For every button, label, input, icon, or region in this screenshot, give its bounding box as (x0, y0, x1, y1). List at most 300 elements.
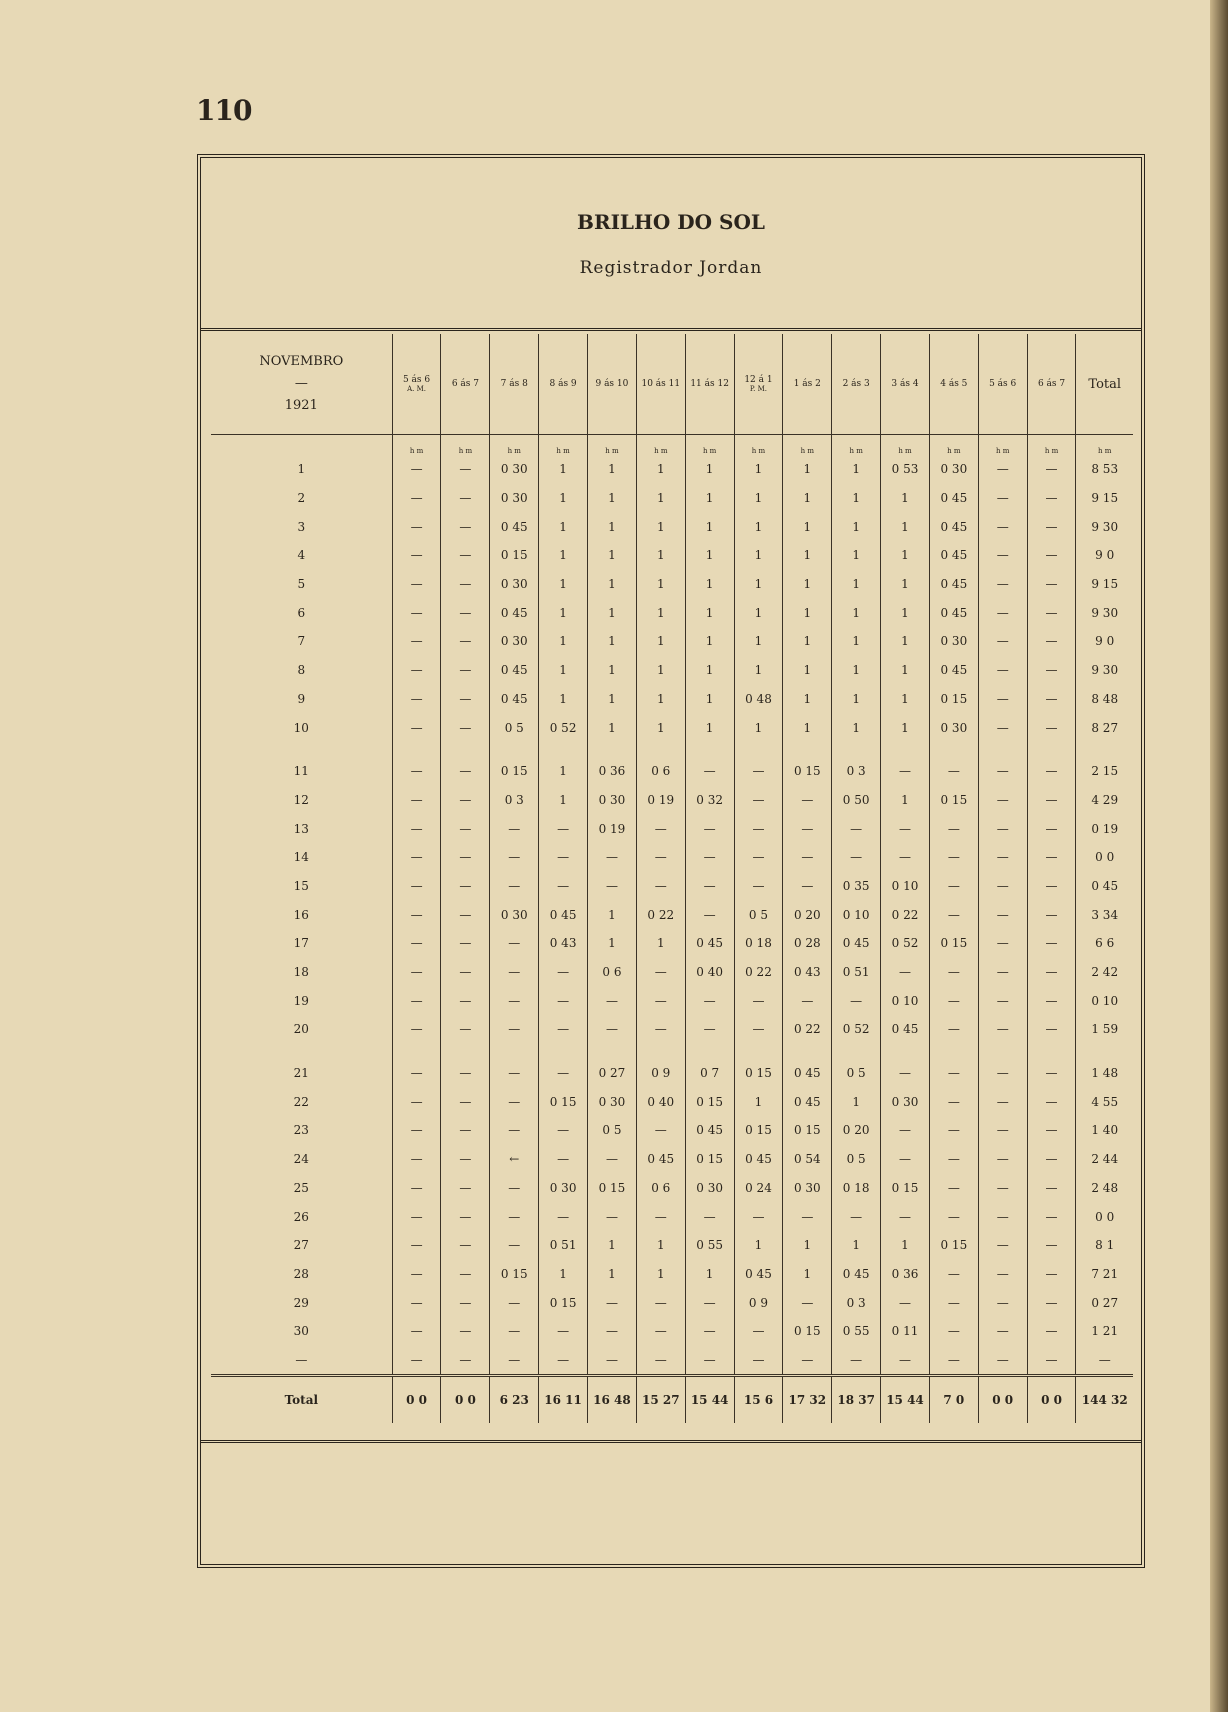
value-cell: — (929, 958, 978, 987)
gap-cell (211, 1044, 392, 1059)
value-cell: — (490, 1174, 539, 1203)
total-cell: 15 44 (685, 1376, 734, 1424)
value-cell: 1 (832, 541, 881, 570)
total-cell: 15 44 (881, 1376, 930, 1424)
value-cell: — (1027, 484, 1076, 513)
value-cell: 1 (734, 484, 783, 513)
hour-column-header (588, 334, 637, 435)
value-cell: 0 30 (685, 1174, 734, 1203)
hour-column-label: 2 ás 3 (842, 379, 870, 389)
value-cell: 0 22 (734, 958, 783, 987)
value-cell: 1 (783, 1260, 832, 1289)
value-cell: 1 (881, 598, 930, 627)
units-row (211, 435, 1133, 456)
value-cell: — (588, 986, 637, 1015)
table-row (211, 685, 1133, 714)
value-cell: — (539, 872, 588, 901)
value-cell: 1 (832, 1231, 881, 1260)
value-cell: 0 30 (929, 455, 978, 484)
value-cell: 0 45 (783, 1087, 832, 1116)
value-cell: — (441, 958, 490, 987)
value-cell: 0 7 (685, 1059, 734, 1088)
value-cell: 0 45 (929, 484, 978, 513)
unit-label: h m (978, 435, 1027, 456)
value-cell: 0 51 (539, 1231, 588, 1260)
value-cell: 1 (636, 627, 685, 656)
value-cell: 1 (734, 627, 783, 656)
table-row (211, 627, 1133, 656)
value-cell: — (539, 1015, 588, 1044)
hour-column-label: 6 ás 7 (451, 379, 479, 389)
value-cell: — (636, 1202, 685, 1231)
value-cell: — (441, 757, 490, 786)
value-cell: — (783, 786, 832, 815)
value-cell: 1 (783, 627, 832, 656)
value-cell: — (441, 1317, 490, 1346)
value-cell: — (490, 843, 539, 872)
value-cell: 0 15 (490, 1260, 539, 1289)
value-cell: 0 45 (490, 685, 539, 714)
value-cell: 0 55 (832, 1317, 881, 1346)
value-cell: — (636, 1288, 685, 1317)
value-cell: 0 45 (929, 512, 978, 541)
gap-cell (441, 1044, 490, 1059)
row-total-cell: 9 15 (1076, 484, 1133, 513)
gap-cell (588, 742, 637, 757)
value-cell: 0 20 (832, 1116, 881, 1145)
value-cell: 1 (588, 598, 637, 627)
value-cell: — (929, 872, 978, 901)
hour-column-label: 5 ás 6 (989, 379, 1017, 389)
value-cell: — (881, 1145, 930, 1174)
hour-column-header (539, 334, 588, 435)
value-cell: — (392, 570, 441, 599)
bottom-rule (201, 1440, 1141, 1446)
value-cell: — (929, 1059, 978, 1088)
value-cell: 1 (685, 713, 734, 742)
unit-label: h m (881, 435, 930, 456)
value-cell: 1 (832, 512, 881, 541)
value-cell: — (1027, 1059, 1076, 1088)
value-cell: 1 (832, 656, 881, 685)
value-cell: — (441, 1288, 490, 1317)
day-cell: 18 (293, 965, 309, 980)
value-cell: — (929, 814, 978, 843)
value-cell: — (490, 958, 539, 987)
value-cell: 0 45 (832, 929, 881, 958)
row-total-cell: 2 42 (1076, 958, 1133, 987)
value-cell: 0 15 (734, 1116, 783, 1145)
value-cell: — (392, 685, 441, 714)
day-cell: 2 (297, 491, 306, 506)
row-total-cell: 0 19 (1076, 814, 1133, 843)
value-cell: — (832, 1202, 881, 1231)
value-cell: — (636, 843, 685, 872)
hour-column-header (978, 334, 1027, 435)
row-total-cell: 4 55 (1076, 1087, 1133, 1116)
value-cell: 0 3 (490, 786, 539, 815)
table-row (211, 814, 1133, 843)
value-cell: — (636, 1317, 685, 1346)
gap-cell (1027, 742, 1076, 757)
value-cell: 1 (636, 484, 685, 513)
value-cell: — (978, 598, 1027, 627)
value-cell: 0 15 (539, 1087, 588, 1116)
value-cell: — (1027, 1145, 1076, 1174)
value-cell: — (881, 1346, 930, 1376)
value-cell: — (539, 958, 588, 987)
value-cell: 0 15 (490, 541, 539, 570)
value-cell: — (978, 627, 1027, 656)
row-total-cell: 0 45 (1076, 872, 1133, 901)
row-total-cell: 2 48 (1076, 1174, 1133, 1203)
value-cell: 1 (636, 713, 685, 742)
value-cell: — (1027, 685, 1076, 714)
value-cell: — (441, 1145, 490, 1174)
value-cell: — (392, 1174, 441, 1203)
value-cell: — (490, 1231, 539, 1260)
hour-column-sub: A. M. (407, 385, 427, 393)
value-cell: 1 (685, 541, 734, 570)
value-cell: — (1027, 1174, 1076, 1203)
total-cell: 0 0 (441, 1376, 490, 1424)
value-cell: 1 (685, 1260, 734, 1289)
value-cell: — (832, 986, 881, 1015)
value-cell: — (1027, 570, 1076, 599)
value-cell: 0 55 (685, 1231, 734, 1260)
value-cell: 0 48 (734, 685, 783, 714)
value-cell: 1 (588, 656, 637, 685)
value-cell: 1 (685, 484, 734, 513)
value-cell: — (490, 1317, 539, 1346)
table-row (211, 1059, 1133, 1088)
value-cell: 0 5 (734, 900, 783, 929)
day-cell: 5 (297, 577, 306, 592)
day-cell: 24 (293, 1152, 309, 1167)
value-cell: 1 (832, 570, 881, 599)
value-cell: 0 53 (881, 455, 930, 484)
value-cell: — (441, 872, 490, 901)
value-cell: — (832, 814, 881, 843)
value-cell: 0 10 (881, 872, 930, 901)
total-cell: 18 37 (832, 1376, 881, 1424)
value-cell: 1 (636, 512, 685, 541)
value-cell: 0 15 (685, 1145, 734, 1174)
value-cell: — (881, 958, 930, 987)
day-cell: 30 (293, 1324, 309, 1339)
row-total-cell: 6 6 (1076, 929, 1133, 958)
value-cell: — (392, 713, 441, 742)
value-cell: 0 45 (685, 1116, 734, 1145)
value-cell: 1 (539, 512, 588, 541)
value-cell: — (978, 1346, 1027, 1376)
value-cell: 0 20 (783, 900, 832, 929)
table-row (211, 512, 1133, 541)
value-cell: — (490, 1116, 539, 1145)
value-cell: 0 18 (832, 1174, 881, 1203)
value-cell: 1 (636, 455, 685, 484)
value-cell: 0 27 (588, 1059, 637, 1088)
value-cell: 1 (685, 656, 734, 685)
value-cell: — (783, 1346, 832, 1376)
row-total-cell: 8 48 (1076, 685, 1133, 714)
value-cell: — (978, 1317, 1027, 1346)
unit-label: h m (783, 435, 832, 456)
row-total-cell: 1 59 (1076, 1015, 1133, 1044)
day-cell: 26 (293, 1209, 309, 1224)
row-total-cell: 1 48 (1076, 1059, 1133, 1088)
hour-column-label: 9 ás 10 (595, 379, 629, 389)
value-cell: 0 15 (783, 1317, 832, 1346)
value-cell: — (441, 713, 490, 742)
value-cell: 0 30 (490, 627, 539, 656)
gap-cell (734, 742, 783, 757)
value-cell: — (929, 1087, 978, 1116)
value-cell: — (734, 1317, 783, 1346)
value-cell: 0 30 (490, 570, 539, 599)
table-row (211, 1260, 1133, 1289)
value-cell: 0 36 (881, 1260, 930, 1289)
unit-label: h m (1076, 435, 1133, 456)
total-cell: 16 11 (539, 1376, 588, 1424)
row-total-cell: 4 29 (1076, 786, 1133, 815)
value-cell: — (832, 843, 881, 872)
value-cell: — (392, 598, 441, 627)
table-row (211, 958, 1133, 987)
value-cell: — (734, 1346, 783, 1376)
total-cell: 15 6 (734, 1376, 783, 1424)
value-cell: 1 (539, 757, 588, 786)
value-cell: — (978, 872, 1027, 901)
value-cell: 1 (734, 656, 783, 685)
value-cell: 0 15 (490, 757, 539, 786)
value-cell: 1 (588, 900, 637, 929)
value-cell: — (636, 814, 685, 843)
value-cell: — (636, 872, 685, 901)
value-cell: — (588, 1145, 637, 1174)
day-cell: 3 (297, 519, 306, 534)
gap-cell (392, 742, 441, 757)
value-cell: — (441, 986, 490, 1015)
value-cell: 1 (539, 656, 588, 685)
value-cell: — (539, 1346, 588, 1376)
value-cell: — (685, 872, 734, 901)
value-cell: 0 40 (685, 958, 734, 987)
value-cell: 1 (588, 929, 637, 958)
gap-cell (832, 1044, 881, 1059)
value-cell: 1 (783, 656, 832, 685)
hour-column-header (490, 334, 539, 435)
value-cell: 1 (636, 541, 685, 570)
day-cell: 13 (293, 821, 309, 836)
table-row (211, 757, 1133, 786)
value-cell: — (783, 814, 832, 843)
value-cell: 0 22 (783, 1015, 832, 1044)
value-cell: — (881, 1288, 930, 1317)
value-cell: 1 (881, 541, 930, 570)
value-cell: 0 30 (929, 627, 978, 656)
hour-column-header (734, 334, 783, 435)
value-cell: 1 (636, 570, 685, 599)
value-cell: 1 (734, 512, 783, 541)
totals-label: Total (211, 1376, 392, 1424)
value-cell: 0 35 (832, 872, 881, 901)
gap-cell (734, 1044, 783, 1059)
unit-label: h m (490, 435, 539, 456)
value-cell: — (881, 1202, 930, 1231)
value-cell: 0 11 (881, 1317, 930, 1346)
value-cell: — (978, 685, 1027, 714)
table-row (211, 1145, 1133, 1174)
value-cell: 0 10 (832, 900, 881, 929)
value-cell: — (685, 843, 734, 872)
hour-column-label: 7 ás 8 (500, 379, 528, 389)
value-cell: — (392, 929, 441, 958)
value-cell: 1 (783, 512, 832, 541)
value-cell: 1 (783, 713, 832, 742)
row-total-cell: 1 21 (1076, 1317, 1133, 1346)
value-cell: 1 (832, 627, 881, 656)
unit-label: h m (441, 435, 490, 456)
value-cell: 0 30 (490, 484, 539, 513)
value-cell: — (490, 1059, 539, 1088)
value-cell: 1 (734, 570, 783, 599)
row-total-cell: 0 27 (1076, 1288, 1133, 1317)
value-cell: 0 15 (539, 1288, 588, 1317)
gap-cell (881, 1044, 930, 1059)
day-cell: 12 (293, 792, 309, 807)
value-cell: 0 15 (929, 685, 978, 714)
row-total-cell: 0 10 (1076, 986, 1133, 1015)
value-cell: — (490, 929, 539, 958)
value-cell: — (441, 1087, 490, 1116)
value-cell: — (441, 900, 490, 929)
value-cell: 1 (881, 685, 930, 714)
table-row (211, 1015, 1133, 1044)
value-cell: 1 (832, 484, 881, 513)
row-total-cell: 9 30 (1076, 598, 1133, 627)
value-cell: 1 (685, 512, 734, 541)
gap-cell (783, 742, 832, 757)
value-cell: 0 45 (929, 541, 978, 570)
value-cell: 0 30 (490, 900, 539, 929)
value-cell: 1 (734, 1087, 783, 1116)
value-cell: 1 (539, 541, 588, 570)
value-cell: 1 (636, 929, 685, 958)
total-cell: 7 0 (929, 1376, 978, 1424)
value-cell: — (734, 1015, 783, 1044)
page-edge (1210, 0, 1228, 1712)
value-cell: — (1027, 1015, 1076, 1044)
value-cell: — (588, 1346, 637, 1376)
value-cell: 0 15 (929, 1231, 978, 1260)
gap-cell (539, 1044, 588, 1059)
value-cell: — (978, 929, 1027, 958)
gap-cell (490, 1044, 539, 1059)
value-cell: — (441, 1260, 490, 1289)
table-row (211, 570, 1133, 599)
value-cell: 0 52 (539, 713, 588, 742)
value-cell: 1 (881, 484, 930, 513)
value-cell: — (783, 1288, 832, 1317)
value-cell: 0 45 (685, 929, 734, 958)
gap-cell (832, 742, 881, 757)
value-cell: — (392, 484, 441, 513)
day-cell: 21 (293, 1066, 309, 1081)
gap-cell (929, 742, 978, 757)
value-cell: 0 51 (832, 958, 881, 987)
day-cell: 1 (297, 462, 306, 477)
value-cell: — (929, 986, 978, 1015)
value-cell: — (1027, 786, 1076, 815)
value-cell: — (392, 1116, 441, 1145)
day-cell: 16 (293, 907, 309, 922)
value-cell: — (734, 986, 783, 1015)
value-cell: — (441, 843, 490, 872)
value-cell: 0 45 (929, 598, 978, 627)
value-cell: 0 15 (734, 1059, 783, 1088)
value-cell: — (392, 757, 441, 786)
value-cell: 0 18 (734, 929, 783, 958)
day-cell: 25 (293, 1180, 309, 1195)
value-cell: — (978, 713, 1027, 742)
value-cell: 0 5 (490, 713, 539, 742)
value-cell: — (490, 1346, 539, 1376)
value-cell: 0 30 (490, 455, 539, 484)
value-cell: — (490, 1288, 539, 1317)
value-cell: 1 (881, 786, 930, 815)
total-cell: 0 0 (392, 1376, 441, 1424)
value-cell: — (881, 1059, 930, 1088)
value-cell: 1 (783, 541, 832, 570)
value-cell: 0 30 (783, 1174, 832, 1203)
row-total-cell: 8 1 (1076, 1231, 1133, 1260)
value-cell: 0 30 (588, 1087, 637, 1116)
value-cell: — (588, 872, 637, 901)
value-cell: 1 (783, 685, 832, 714)
gap-cell (211, 742, 392, 757)
value-cell: — (1027, 872, 1076, 901)
value-cell: — (978, 1059, 1027, 1088)
value-cell: — (783, 872, 832, 901)
value-cell: — (441, 814, 490, 843)
value-cell: 1 (783, 570, 832, 599)
day-cell: 10 (293, 720, 309, 735)
value-cell: — (929, 1288, 978, 1317)
value-cell: 1 (783, 484, 832, 513)
value-cell: — (392, 627, 441, 656)
row-total-cell: 9 30 (1076, 656, 1133, 685)
row-total-cell: 3 34 (1076, 900, 1133, 929)
table-row (211, 1346, 1133, 1376)
hour-column-header (832, 334, 881, 435)
total-cell: 17 32 (783, 1376, 832, 1424)
value-cell: 0 43 (539, 929, 588, 958)
value-cell: 1 (588, 1231, 637, 1260)
value-cell: 0 15 (929, 786, 978, 815)
value-cell: — (881, 843, 930, 872)
value-cell: — (929, 1015, 978, 1044)
page-subtitle: Registrador Jordan (579, 258, 763, 278)
value-cell: 0 45 (832, 1260, 881, 1289)
value-cell: — (978, 757, 1027, 786)
value-cell: — (1027, 1317, 1076, 1346)
value-cell: — (978, 1174, 1027, 1203)
value-cell: 1 (539, 455, 588, 484)
day-cell: 28 (293, 1266, 309, 1281)
value-cell: — (539, 986, 588, 1015)
table-row (211, 1087, 1133, 1116)
